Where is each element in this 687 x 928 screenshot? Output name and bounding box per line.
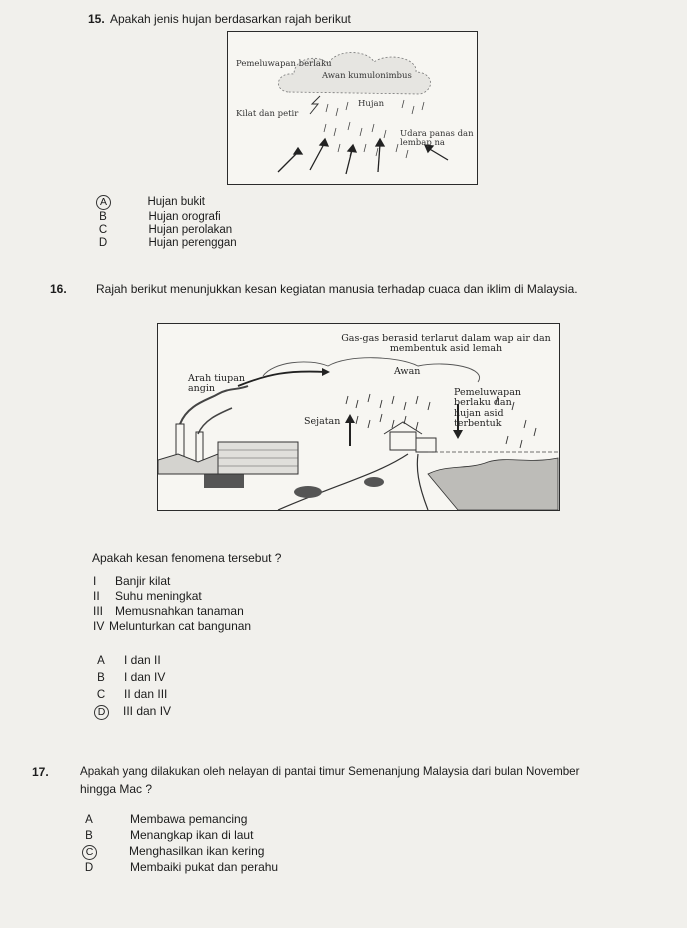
q16-option-a-text: I dan II [124,653,161,667]
q17-option-b[interactable] [82,828,278,844]
q15-option-b-letter: B [99,211,107,223]
statement-number: IV [93,619,105,633]
q16-prompt: Apakah kesan fenomena tersebut ? [92,551,282,565]
q16-option-d-text: III dan IV [123,704,172,718]
q16-statement [93,604,251,619]
label-kilat: Kilat dan petir [236,109,299,119]
label-hujan: Hujan [358,99,385,109]
house [390,432,416,450]
q17-option-d-text: Membaiki pukat dan perahu [130,860,279,874]
car [294,486,322,498]
label-pemeluwapan-asid: Pemeluwapan berlaku dan hujan asid terbentuk [454,387,522,430]
statement-text: Banjir kilat [115,574,171,588]
q17-number: 17. [32,765,49,779]
q17-option-c-text: Menghasilkan ikan kering [129,844,265,858]
q16-statement [93,589,251,604]
q15-option-a[interactable] [96,195,237,210]
q16-number: 16. [50,282,67,296]
q17-option-a-letter: A [85,814,93,826]
label-pemeluwapan: Pemeluwapan berlaku [236,59,332,69]
q16-option-b[interactable] [94,669,171,686]
statement-text: Melunturkan cat bangunan [109,619,252,633]
rain-down-arrowhead-icon [453,430,463,439]
q16-option-a-letter: A [97,655,105,667]
label-awan: Awan [394,366,421,377]
label-arah-tiupan: Arah tiupan angin [188,373,246,395]
lightning-icon [310,96,320,114]
q15-option-d[interactable] [96,236,237,249]
q16-options [94,652,171,720]
q15-question: Apakah jenis hujan berdasarkan rajah berikut [110,12,351,26]
factory-smoke-2 [198,408,232,434]
road-edge [417,454,428,510]
q16-option-b-letter: B [97,672,105,684]
q15-option-a-text: Hujan bukit [147,196,205,208]
q15-option-c-letter: C [98,224,108,236]
q15-diagram-drawing [228,32,477,184]
q17-option-d-letter: D [84,862,94,874]
q15-option-d-letter: D [98,237,108,249]
q17-question-line1: Apakah yang dilakukan oleh nelayan di pantai timur Semenanjung Malaysia dari bulan November [80,765,580,778]
statement-text: Memusnahkan tanaman [115,604,244,618]
q15-options [96,195,237,249]
q15-option-c-text: Hujan perolakan [148,224,233,236]
circled-answer-icon: A [96,195,111,210]
circled-answer-icon: C [82,845,97,860]
label-udara-panas: Udara panas dan lembap na [400,129,474,149]
q17-option-a[interactable] [82,812,278,828]
cloud-outline [263,358,480,382]
q16-statement [93,574,251,589]
q16-option-c-letter: C [96,689,106,701]
evaporation-arrowhead-icon [345,414,355,423]
q16-option-c-text: II dan III [124,687,168,701]
truck [204,474,244,488]
chimney [196,432,203,464]
q17-option-b-letter: B [85,830,93,842]
q17-options [82,812,278,876]
q17-option-b-text: Menangkap ikan di laut [130,828,254,842]
statement-text: Suhu meningkat [115,589,202,603]
q15-option-b-text: Hujan orografi [148,211,221,223]
q16-question: Rajah berikut menunjukkan kesan kegiatan manusia terhadap cuaca dan iklim di Malaysia. [96,282,578,296]
q17-option-a-text: Membawa pemancing [130,812,248,826]
vegetation [428,458,558,510]
car [364,477,384,487]
q16-option-a[interactable] [94,652,171,669]
label-gas-berasid: Gas-gas berasid terlarut dalam wap air dan membentuk asid lemah [341,333,551,355]
label-awan-kumulonimbus: Awan kumulonimbus [322,71,412,81]
q15-option-b[interactable] [96,210,237,223]
q16-option-d[interactable] [94,703,171,720]
q15-number: 15. [88,12,105,26]
statement-number: III [93,604,104,618]
label-sejatan: Sejatan [304,416,341,427]
q16-option-b-text: I dan IV [124,670,166,684]
q17-question-line2: hingga Mac ? [80,782,153,796]
wind-arrowhead-icon [322,368,330,376]
q15-rain-diagram [227,31,478,185]
q17-option-c[interactable] [82,844,278,860]
q16-option-c[interactable] [94,686,171,703]
q16-statement [93,619,251,634]
house [416,438,436,452]
statement-number: II [93,589,100,603]
q15-option-d-text: Hujan perenggan [148,237,237,249]
q16-acid-rain-diagram [157,323,560,511]
statement-number: I [93,574,97,588]
circled-answer-icon: D [94,705,109,720]
q16-statements [93,574,251,634]
q15-option-c[interactable] [96,223,237,236]
q17-option-d[interactable] [82,860,278,876]
